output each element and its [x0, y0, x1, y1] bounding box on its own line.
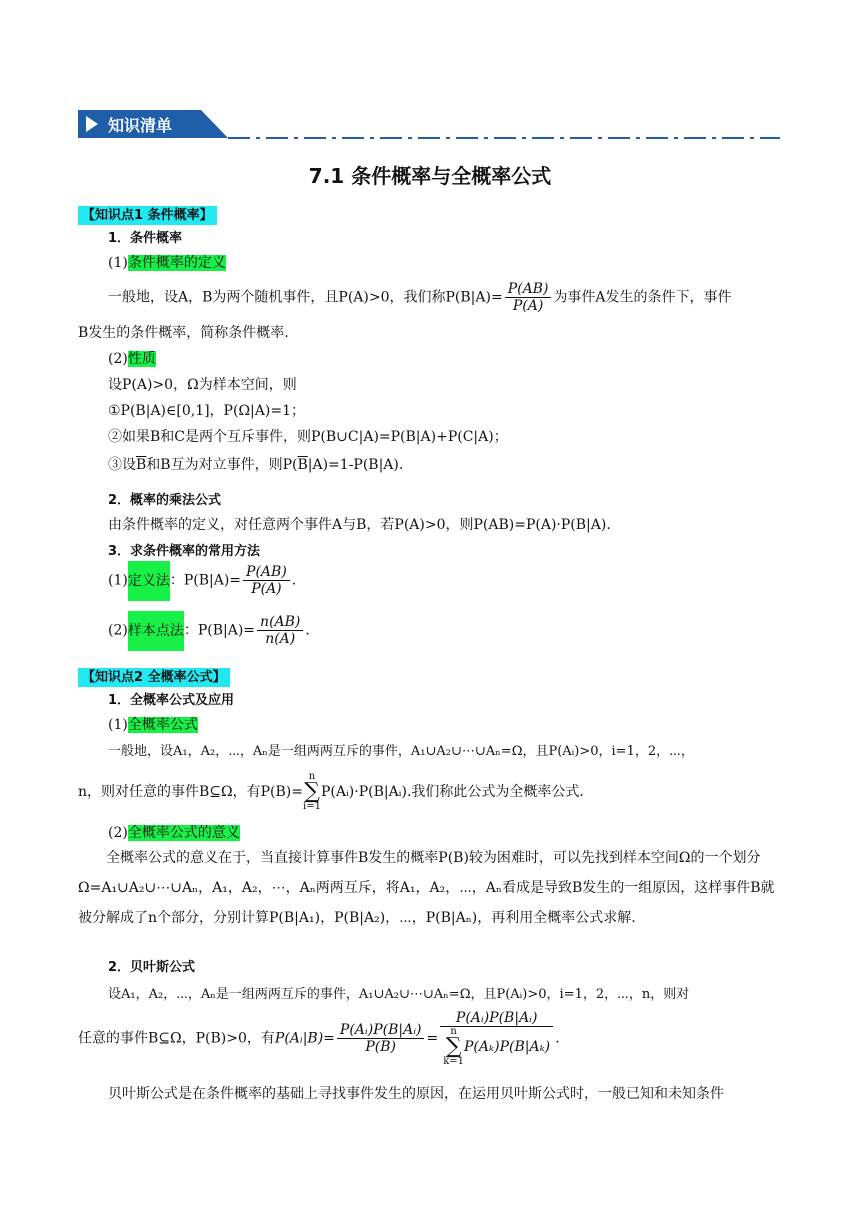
- kp1-s1-heading: 1．条件概率: [108, 231, 183, 246]
- kp1-s1b: (2)性质: [108, 351, 156, 367]
- total-prob-1: 一般地，设A₁，A₂，⋯，Aₙ是一组两两互斥的事件，A₁∪A₂∪⋯∪Aₙ=Ω，且P(Aᵢ)>0，i=1，2，⋯，: [108, 744, 694, 759]
- prop-2: ②如果B和C是两个互斥事件，则P(B∪C|A)=P(B|A)+P(C|A)；: [108, 429, 508, 445]
- method-2: (2)样本点法：P(B|A)= $\frac{n(AB)}{n(A)}$ .: [108, 614, 310, 647]
- mult-rule: 由条件概率的定义，对任意两个事件A与B，若P(A)>0，则P(AB)=P(A)·P(B|A).: [108, 517, 611, 533]
- method-1: (1)定义法：P(B|A)= $\frac{P(AB)}{P(A)}$ .: [108, 564, 296, 597]
- prop-1: ①P(B|A)∈[0,1]，P(Ω|A)=1；: [108, 403, 305, 419]
- kp1-s2-heading: 2．概率的乘法公式: [108, 493, 222, 508]
- kp2-s2-heading: 2．贝叶斯公式: [108, 960, 196, 975]
- kp2-s1-heading: 1．全概率公式及应用: [108, 693, 235, 708]
- bayes-note: 贝叶斯公式是在条件概率的基础上寻找事件发生的原因，在运用贝叶斯公式时，一般已知和未知条件: [108, 1086, 724, 1102]
- play-triangle-icon: [86, 116, 98, 132]
- kp2-s1b: (2)全概率公式的意义: [108, 825, 240, 841]
- meaning-paragraph: 全概率公式的意义在于，当直接计算事件B发生的概率P(B)较为困难时，可以先找到样本空间Ω的一个划分Ω=A₁∪A₂∪⋯∪Aₙ，A₁，A₂，⋯，Aₙ两两互斥，将A₁，A₂，⋯，Aₙ看成是导致B发生的一组原因，这样事件B就被分解成了n个部分，分别计算P(B|A₁)，P(B|A₂)，⋯，P(B|Aₙ)，再利用全概率公式求解.: [78, 850, 775, 926]
- bayes-1: 设A₁，A₂，⋯，Aₙ是一组两两互斥的事件，A₁∪A₂∪⋯∪Aₙ=Ω，且P(Aᵢ)>0，i=1，2，⋯，n，则对: [108, 987, 690, 1002]
- kp1-definition: 一般地，设A，B为两个随机事件，且P(A)>0，我们称P(B|A)= $\frac{P(AB)}{P(A)}$ 为事件A发生的条件下，事件: [108, 281, 732, 314]
- kp1-label: 【知识点1 条件概率】: [78, 204, 217, 223]
- kp1-s1a: (1)条件概率的定义: [108, 255, 226, 271]
- kp2-label: 【知识点2 全概率公式】: [78, 666, 230, 685]
- prop-intro: 设P(A)>0，Ω为样本空间，则: [108, 377, 297, 393]
- def-fraction: $\frac{P(AB)}{P(A)}$: [505, 281, 552, 314]
- total-prob-2: n，则对任意的事件B⊆Ω，有P(B)=n ∑ i=1P(Aᵢ)·P(B|Aᵢ).我们称此公式为全概率公式.: [78, 771, 584, 812]
- prop-3: ③设$\overline{B}$和B互为对立事件，则$P(\overline{B}|A)=1-P(B|A)$.: [108, 457, 404, 473]
- sum-sign: n ∑ i=1: [303, 771, 321, 812]
- kp1-definition-cont: B发生的条件概率，简称条件概率.: [78, 325, 289, 341]
- banner-label: 知识清单: [108, 116, 173, 135]
- kp2-s1a: (1)全概率公式: [108, 717, 198, 733]
- bayes-formula: 任意的事件B⊆Ω，P(B)>0，有P(Aᵢ|B)= $\frac{\text{P(Aᵢ)P(B|Aᵢ)}}{P(B)}$ = P(Aᵢ)P(B|Aᵢ) n ∑ k=1P(Aₖ)P(B|Aₖ) .: [78, 1010, 560, 1067]
- kp1-s3-heading: 3．求条件概率的常用方法: [108, 544, 261, 559]
- dash-divider: [228, 137, 780, 139]
- page-title: 7.1 条件概率与全概率公式: [308, 164, 552, 188]
